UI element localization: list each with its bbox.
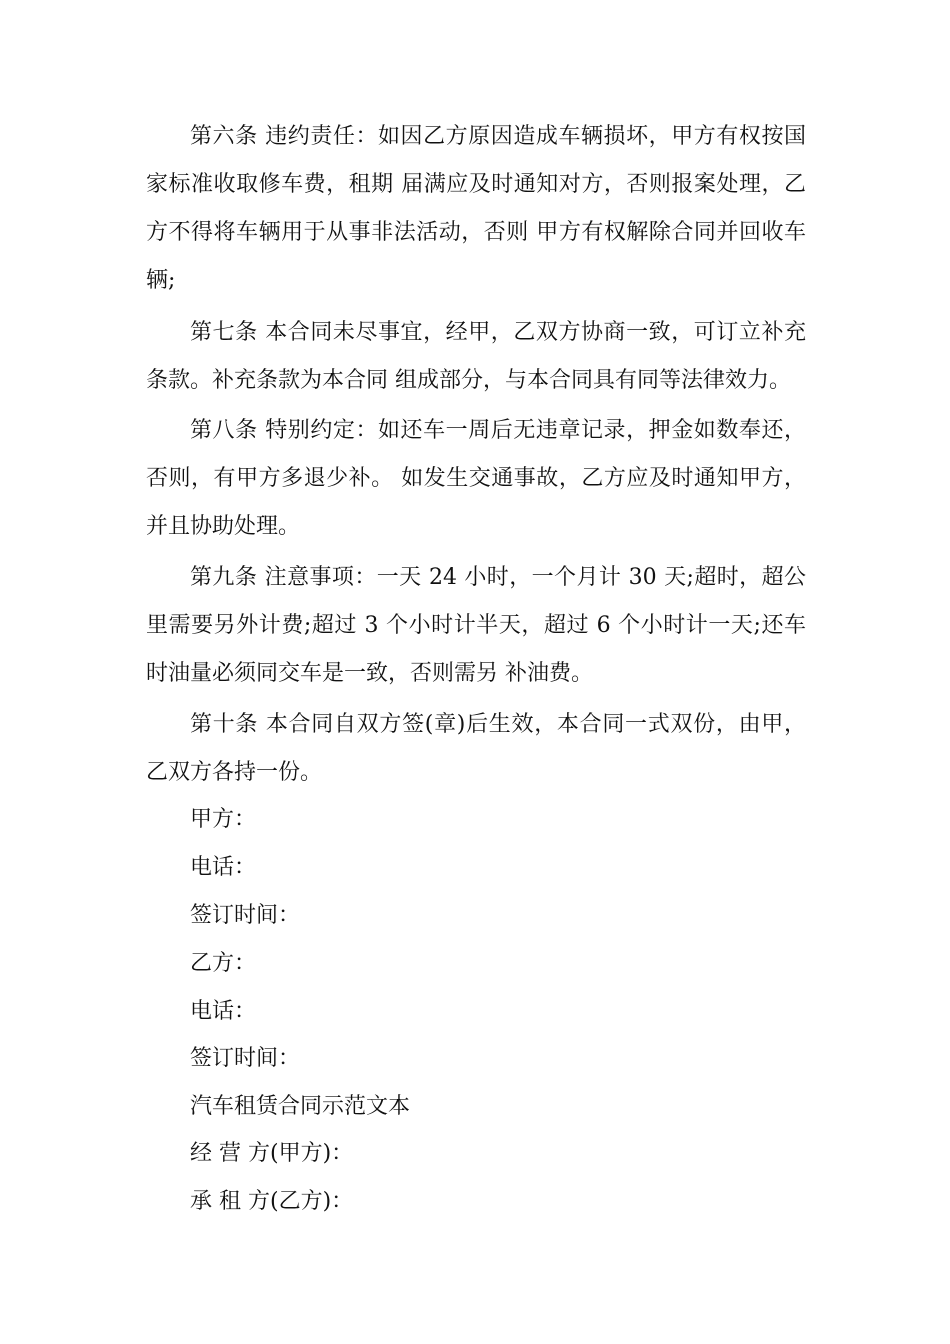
party-b-phone: 电话： [190, 999, 257, 1024]
party-a-label: 甲方： [190, 807, 257, 832]
party-a-phone: 电话： [190, 855, 257, 880]
article-10: 第十条 本合同自双方签(章)后生效，本合同一式双份，由甲，乙双方各持一份。 [146, 712, 806, 785]
next-document-title: 汽车租赁合同示范文本 [190, 1094, 411, 1119]
party-b-sign-time: 签订时间： [190, 1046, 301, 1071]
lessee-label: 承 租 方(乙方)： [190, 1189, 354, 1214]
article-9: 第九条 注意事项：一天 24 小时，一个月计 30 天;超时，超公里需要另外计费;超过 3 个小时计半天，超过 6 个小时计一天;还车时油量必须同交车是一致，否则需另 补油费。 [146, 565, 806, 686]
operator-label: 经 营 方(甲方)： [190, 1141, 354, 1166]
party-a-sign-time: 签订时间： [190, 903, 301, 928]
article-7: 第七条 本合同未尽事宜，经甲，乙双方协商一致，可订立补充条款。补充条款为本合同 组成部分，与本合同具有同等法律效力。 [146, 320, 806, 393]
article-6: 第六条 违约责任：如因乙方原因造成车辆损坏，甲方有权按国家标准收取修车费，租期 届满应及时通知对方，否则报案处理，乙方不得将车辆用于从事非法活动，否则 甲方有权解除合同并回收车辆; [146, 124, 806, 293]
article-8: 第八条 特别约定：如还车一周后无违章记录，押金如数奉还，否则，有甲方多退少补。 如发生交通事故，乙方应及时通知甲方，并且协助处理。 [146, 418, 806, 539]
party-b-label: 乙方： [190, 951, 257, 976]
